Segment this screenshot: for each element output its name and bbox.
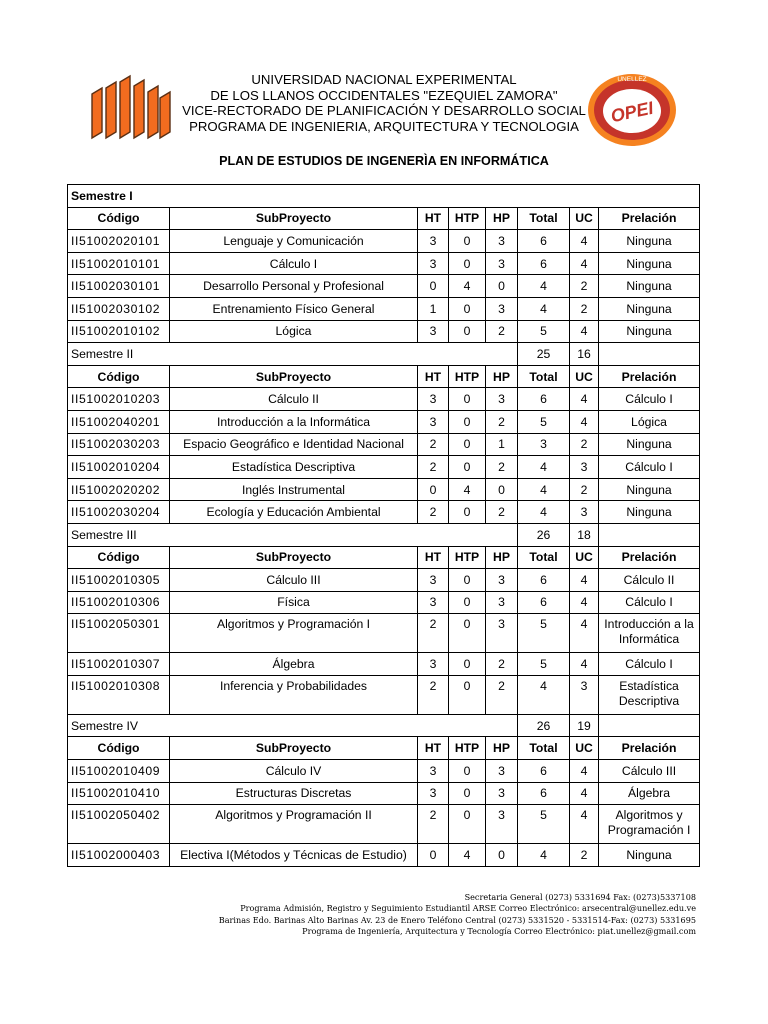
cell-prerequisite: Cálculo II <box>599 569 700 592</box>
table-row <box>68 388 700 411</box>
cell-hp: 2 <box>486 501 518 524</box>
cell-uc: 4 <box>570 388 599 411</box>
table-row <box>68 297 700 320</box>
cell-ht: 1 <box>418 297 449 320</box>
column-header-subproject: SubProyecto <box>170 365 418 388</box>
cell-subproject: Entrenamiento Físico General <box>170 297 418 320</box>
column-header-code: Código <box>68 365 170 388</box>
cell-uc: 4 <box>570 591 599 614</box>
table-row <box>68 805 700 844</box>
cell-ht: 2 <box>418 614 449 653</box>
cell-code: II51002030203 <box>68 433 170 456</box>
cell-ht: 3 <box>418 410 449 433</box>
semester-totals-row <box>68 343 700 366</box>
cell-hp: 3 <box>486 569 518 592</box>
column-header-htp: HTP <box>449 365 486 388</box>
column-header-code: Código <box>68 207 170 230</box>
column-header-htp: HTP <box>449 207 486 230</box>
cell-subproject: Lenguaje y Comunicación <box>170 230 418 253</box>
cell-prerequisite: Ninguna <box>599 320 700 343</box>
heading-line-university-name: DE LOS LLANOS OCCIDENTALES "EZEQUIEL ZAMORA" <box>210 87 558 103</box>
column-header-row <box>68 546 700 569</box>
cell-htp: 0 <box>449 320 486 343</box>
heading-line-program: PROGRAMA DE INGENIERIA, ARQUITECTURA Y TECNOLOGIA <box>189 118 579 134</box>
cell-prerequisite: Lógica <box>599 410 700 433</box>
opei-seal-logo <box>586 70 678 148</box>
cell-hp: 2 <box>486 320 518 343</box>
cell-ht: 2 <box>418 675 449 714</box>
footer-line-address: Barinas Edo. Barinas Alto Barinas Av. 23 de Enero Teléfono Central (0273) 5331520 - 5331514-Fax: (0273) 5331695 <box>218 914 696 925</box>
cell-total: 6 <box>518 760 570 783</box>
column-header-hp: HP <box>486 365 518 388</box>
cell-hp: 2 <box>486 456 518 479</box>
cell-htp: 4 <box>449 844 486 867</box>
cell-code: II51002050301 <box>68 614 170 653</box>
cell-uc: 2 <box>570 478 599 501</box>
cell-code: II51002010409 <box>68 760 170 783</box>
cell-code: II51002030102 <box>68 297 170 320</box>
cell-code: II51002030204 <box>68 501 170 524</box>
cell-code: II51002010305 <box>68 569 170 592</box>
cell-subproject: Inferencia y Probabilidades <box>170 675 418 714</box>
table-row <box>68 433 700 456</box>
cell-ht: 3 <box>418 252 449 275</box>
cell-htp: 0 <box>449 614 486 653</box>
seal-top-text: UNELLEZ <box>617 76 647 83</box>
table-row <box>68 844 700 867</box>
cell-prerequisite: Ninguna <box>599 844 700 867</box>
table-row <box>68 675 700 714</box>
cell-uc: 4 <box>570 805 599 844</box>
cell-uc: 4 <box>570 569 599 592</box>
cell-total: 6 <box>518 569 570 592</box>
table-row <box>68 760 700 783</box>
column-header-total: Total <box>518 546 570 569</box>
cell-subproject: Cálculo II <box>170 388 418 411</box>
document-header <box>0 68 768 148</box>
table-row <box>68 614 700 653</box>
logo-stripe <box>120 76 130 138</box>
cell-total: 5 <box>518 614 570 653</box>
cell-htp: 0 <box>449 760 486 783</box>
cell-ht: 2 <box>418 433 449 456</box>
column-header-total: Total <box>518 207 570 230</box>
cell-subproject: Introducción a la Informática <box>170 410 418 433</box>
cell-subproject: Algoritmos y Programación I <box>170 614 418 653</box>
cell-subproject: Física <box>170 591 418 614</box>
semester-totals-row <box>68 714 700 737</box>
cell-code: II51002040201 <box>68 410 170 433</box>
cell-htp: 0 <box>449 569 486 592</box>
cell-htp: 0 <box>449 388 486 411</box>
semester-total-hours: 26 <box>518 523 570 546</box>
table-row <box>68 320 700 343</box>
cell-subproject: Álgebra <box>170 653 418 676</box>
study-plan-table <box>67 184 700 867</box>
semester-label: Semestre II <box>68 343 518 366</box>
cell-total: 6 <box>518 230 570 253</box>
cell-ht: 2 <box>418 501 449 524</box>
cell-htp: 0 <box>449 230 486 253</box>
seal-center-text: OPEI <box>608 97 656 127</box>
cell-htp: 0 <box>449 252 486 275</box>
cell-code: II51002010307 <box>68 653 170 676</box>
semester-total-blank <box>599 343 700 366</box>
cell-prerequisite: Cálculo I <box>599 456 700 479</box>
cell-ht: 3 <box>418 760 449 783</box>
cell-subproject: Cálculo I <box>170 252 418 275</box>
cell-subproject: Cálculo IV <box>170 760 418 783</box>
cell-hp: 3 <box>486 297 518 320</box>
cell-htp: 0 <box>449 675 486 714</box>
cell-code: II51002010102 <box>68 320 170 343</box>
cell-ht: 3 <box>418 782 449 805</box>
cell-uc: 3 <box>570 456 599 479</box>
table-row <box>68 591 700 614</box>
cell-code: II51002020202 <box>68 478 170 501</box>
column-header-subproject: SubProyecto <box>170 546 418 569</box>
cell-total: 5 <box>518 653 570 676</box>
cell-uc: 4 <box>570 252 599 275</box>
cell-uc: 4 <box>570 614 599 653</box>
cell-hp: 3 <box>486 591 518 614</box>
cell-prerequisite: Álgebra <box>599 782 700 805</box>
column-header-row <box>68 737 700 760</box>
cell-subproject: Algoritmos y Programación II <box>170 805 418 844</box>
semester-total-uc: 19 <box>570 714 599 737</box>
table-row <box>68 252 700 275</box>
column-header-hp: HP <box>486 737 518 760</box>
cell-prerequisite: Cálculo I <box>599 591 700 614</box>
cell-code: II51002030101 <box>68 275 170 298</box>
column-header-htp: HTP <box>449 737 486 760</box>
footer-line-arse: Programa Admisión, Registro y Seguimiento Estudiantil ARSE Correo Electrónico: arsecentral@unellez.edu.ve <box>240 903 696 914</box>
semester-total-blank <box>599 523 700 546</box>
column-header-code: Código <box>68 546 170 569</box>
semester-totals-row <box>68 523 700 546</box>
cell-total: 4 <box>518 456 570 479</box>
cell-htp: 4 <box>449 478 486 501</box>
logo-stripe <box>160 92 170 138</box>
cell-hp: 2 <box>486 675 518 714</box>
cell-uc: 2 <box>570 844 599 867</box>
cell-total: 4 <box>518 297 570 320</box>
cell-hp: 3 <box>486 614 518 653</box>
semester-label: Semestre I <box>68 185 700 208</box>
cell-total: 6 <box>518 252 570 275</box>
cell-code: II51002010410 <box>68 782 170 805</box>
column-header-uc: UC <box>570 365 599 388</box>
logo-stripe <box>92 88 102 138</box>
cell-ht: 2 <box>418 805 449 844</box>
cell-htp: 0 <box>449 782 486 805</box>
cell-total: 4 <box>518 275 570 298</box>
cell-hp: 2 <box>486 653 518 676</box>
cell-code: II51002050402 <box>68 805 170 844</box>
table-row <box>68 569 700 592</box>
column-header-ht: HT <box>418 546 449 569</box>
cell-uc: 4 <box>570 410 599 433</box>
footer-line-secretary: Secretaria General (0273) 5331694 Fax: (0273)5337108 <box>464 892 696 902</box>
cell-hp: 2 <box>486 410 518 433</box>
document-title: PLAN DE ESTUDIOS DE INGENERÌA EN INFORMÁTICA <box>219 154 549 168</box>
cell-uc: 4 <box>570 653 599 676</box>
university-logo <box>86 70 178 142</box>
cell-hp: 3 <box>486 760 518 783</box>
cell-prerequisite: Ninguna <box>599 433 700 456</box>
cell-subproject: Lógica <box>170 320 418 343</box>
column-header-prerequisite: Prelación <box>599 546 700 569</box>
cell-total: 6 <box>518 782 570 805</box>
cell-subproject: Desarrollo Personal y Profesional <box>170 275 418 298</box>
column-header-total: Total <box>518 365 570 388</box>
cell-htp: 0 <box>449 501 486 524</box>
semester-total-hours: 25 <box>518 343 570 366</box>
cell-prerequisite: Ninguna <box>599 252 700 275</box>
column-header-uc: UC <box>570 546 599 569</box>
cell-code: II51002010203 <box>68 388 170 411</box>
institution-heading <box>180 72 588 134</box>
semester-label: Semestre IV <box>68 714 518 737</box>
cell-uc: 2 <box>570 275 599 298</box>
column-header-htp: HTP <box>449 546 486 569</box>
cell-uc: 4 <box>570 230 599 253</box>
cell-ht: 3 <box>418 230 449 253</box>
column-header-subproject: SubProyecto <box>170 737 418 760</box>
cell-ht: 3 <box>418 653 449 676</box>
cell-prerequisite: Estadística Descriptiva <box>599 675 700 714</box>
cell-htp: 0 <box>449 805 486 844</box>
column-header-ht: HT <box>418 365 449 388</box>
cell-uc: 4 <box>570 782 599 805</box>
cell-total: 3 <box>518 433 570 456</box>
cell-prerequisite: Ninguna <box>599 478 700 501</box>
column-header-total: Total <box>518 737 570 760</box>
cell-prerequisite: Ninguna <box>599 501 700 524</box>
cell-prerequisite: Ninguna <box>599 230 700 253</box>
table-row <box>68 410 700 433</box>
cell-hp: 0 <box>486 478 518 501</box>
cell-hp: 3 <box>486 782 518 805</box>
cell-htp: 0 <box>449 410 486 433</box>
heading-line-vice-rectorate: VICE-RECTORADO DE PLANIFICACIÓN Y DESARROLLO SOCIAL <box>182 103 586 118</box>
table-row <box>68 478 700 501</box>
heading-line-university: UNIVERSIDAD NACIONAL EXPERIMENTAL <box>251 72 517 87</box>
cell-total: 4 <box>518 501 570 524</box>
cell-code: II51002010308 <box>68 675 170 714</box>
cell-hp: 0 <box>486 844 518 867</box>
semester-total-uc: 16 <box>570 343 599 366</box>
cell-hp: 3 <box>486 805 518 844</box>
cell-prerequisite: Ninguna <box>599 275 700 298</box>
cell-hp: 1 <box>486 433 518 456</box>
semester-header-row <box>68 185 700 208</box>
cell-prerequisite: Ninguna <box>599 297 700 320</box>
cell-subproject: Inglés Instrumental <box>170 478 418 501</box>
cell-htp: 0 <box>449 433 486 456</box>
cell-total: 4 <box>518 478 570 501</box>
column-header-prerequisite: Prelación <box>599 737 700 760</box>
semester-label: Semestre III <box>68 523 518 546</box>
table-row <box>68 653 700 676</box>
cell-prerequisite: Cálculo I <box>599 653 700 676</box>
cell-code: II51002010101 <box>68 252 170 275</box>
cell-total: 6 <box>518 388 570 411</box>
cell-total: 5 <box>518 805 570 844</box>
cell-code: II51002000403 <box>68 844 170 867</box>
cell-prerequisite: Introducción a la Informática <box>599 614 700 653</box>
column-header-subproject: SubProyecto <box>170 207 418 230</box>
column-header-ht: HT <box>418 207 449 230</box>
logo-stripe <box>148 86 158 138</box>
column-header-row <box>68 365 700 388</box>
cell-ht: 3 <box>418 388 449 411</box>
cell-subproject: Espacio Geográfico e Identidad Nacional <box>170 433 418 456</box>
cell-hp: 3 <box>486 388 518 411</box>
cell-total: 4 <box>518 844 570 867</box>
semester-total-hours: 26 <box>518 714 570 737</box>
table-row <box>68 782 700 805</box>
cell-prerequisite: Cálculo III <box>599 760 700 783</box>
cell-subproject: Cálculo III <box>170 569 418 592</box>
column-header-code: Código <box>68 737 170 760</box>
column-header-row <box>68 207 700 230</box>
cell-code: II51002020101 <box>68 230 170 253</box>
cell-code: II51002010204 <box>68 456 170 479</box>
column-header-hp: HP <box>486 207 518 230</box>
cell-ht: 2 <box>418 456 449 479</box>
cell-subproject: Electiva I(Métodos y Técnicas de Estudio) <box>170 844 418 867</box>
footer-line-program-email: Programa de Ingeniería, Arquitectura y Tecnología Correo Electrónico: piat.unellez@gmail.com <box>302 926 696 937</box>
cell-htp: 0 <box>449 456 486 479</box>
logo-stripe <box>106 82 116 138</box>
cell-uc: 4 <box>570 760 599 783</box>
cell-ht: 3 <box>418 569 449 592</box>
cell-ht: 0 <box>418 844 449 867</box>
cell-hp: 3 <box>486 230 518 253</box>
table-row <box>68 456 700 479</box>
cell-uc: 3 <box>570 675 599 714</box>
cell-total: 5 <box>518 320 570 343</box>
cell-prerequisite: Cálculo I <box>599 388 700 411</box>
column-header-ht: HT <box>418 737 449 760</box>
cell-uc: 2 <box>570 297 599 320</box>
cell-hp: 3 <box>486 252 518 275</box>
cell-htp: 0 <box>449 297 486 320</box>
cell-total: 4 <box>518 675 570 714</box>
cell-htp: 0 <box>449 653 486 676</box>
cell-ht: 3 <box>418 320 449 343</box>
cell-subproject: Ecología y Educación Ambiental <box>170 501 418 524</box>
cell-subproject: Estructuras Discretas <box>170 782 418 805</box>
cell-subproject: Estadística Descriptiva <box>170 456 418 479</box>
column-header-prerequisite: Prelación <box>599 207 700 230</box>
column-header-uc: UC <box>570 737 599 760</box>
table-row <box>68 230 700 253</box>
cell-htp: 0 <box>449 591 486 614</box>
cell-htp: 4 <box>449 275 486 298</box>
column-header-prerequisite: Prelación <box>599 365 700 388</box>
column-header-hp: HP <box>486 546 518 569</box>
cell-hp: 0 <box>486 275 518 298</box>
cell-code: II51002010306 <box>68 591 170 614</box>
table-row <box>68 275 700 298</box>
cell-total: 6 <box>518 591 570 614</box>
cell-uc: 4 <box>570 320 599 343</box>
column-header-uc: UC <box>570 207 599 230</box>
cell-ht: 0 <box>418 478 449 501</box>
semester-total-uc: 18 <box>570 523 599 546</box>
logo-stripe <box>134 80 144 138</box>
cell-total: 5 <box>518 410 570 433</box>
cell-prerequisite: Algoritmos y Programación I <box>599 805 700 844</box>
contact-footer <box>219 892 696 938</box>
table-row <box>68 501 700 524</box>
semester-total-blank <box>599 714 700 737</box>
cell-ht: 0 <box>418 275 449 298</box>
cell-uc: 3 <box>570 501 599 524</box>
cell-uc: 2 <box>570 433 599 456</box>
cell-ht: 3 <box>418 591 449 614</box>
